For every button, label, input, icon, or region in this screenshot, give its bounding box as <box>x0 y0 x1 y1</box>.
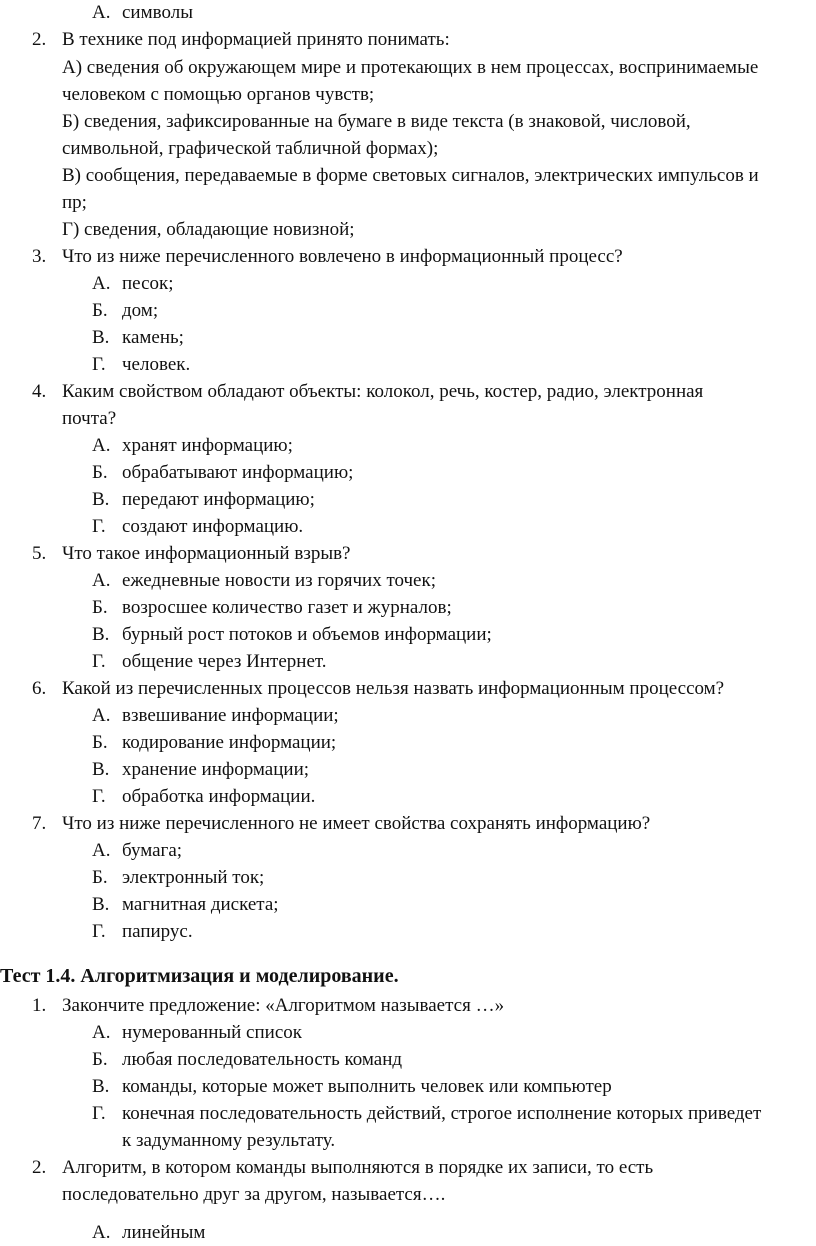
option-text: магнитная дискета; <box>122 894 279 915</box>
option-marker: Б. <box>92 300 108 321</box>
option-text: электронный ток; <box>122 867 265 888</box>
option-marker: Г. <box>92 516 106 537</box>
option-text: кодирование информации; <box>122 732 337 753</box>
option-marker: Г. <box>92 786 106 807</box>
option-marker: А. <box>92 273 111 294</box>
option-marker: А. <box>92 840 111 861</box>
option-text: бурный рост потоков и объемов информации; <box>122 624 492 645</box>
option-text: конечная последовательность действий, строгое исполнение которых приведет <box>122 1103 762 1124</box>
option-marker: Б. <box>92 1049 108 1070</box>
question-title: Что из ниже перечисленного не имеет свойства сохранять информацию? <box>62 813 651 834</box>
option-text: папирус. <box>122 921 193 942</box>
question-number: 7. <box>32 813 47 834</box>
question-number: 2. <box>32 29 47 50</box>
option-text: песок; <box>122 273 174 294</box>
question-text-line: пр; <box>62 192 87 213</box>
option-text: обрабатывают информацию; <box>122 462 354 483</box>
option-marker: Г. <box>92 651 106 672</box>
option-text: команды, которые может выполнить человек или компьютер <box>122 1076 612 1097</box>
option-text: бумага; <box>122 840 183 861</box>
option-text: хранят информацию; <box>122 435 293 456</box>
option-text: хранение информации; <box>122 759 310 780</box>
question-number: 6. <box>32 678 47 699</box>
question-title: Алгоритм, в котором команды выполняются в порядке их записи, то есть <box>62 1157 654 1178</box>
option-marker: А. <box>92 1022 111 1043</box>
option-text: дом; <box>122 300 159 321</box>
question-text-line: человеком с помощью органов чувств; <box>62 84 375 105</box>
question-title: Что такое информационный взрыв? <box>62 543 351 564</box>
question-number: 2. <box>32 1157 47 1178</box>
option-marker: В. <box>92 327 110 348</box>
option-marker: А. <box>92 705 111 726</box>
option-text: камень; <box>122 327 184 348</box>
question-number: 4. <box>32 381 47 402</box>
question-text-line: символьной, графической табличной формах); <box>62 138 439 159</box>
question-title: В технике под информацией принято понимать: <box>62 29 450 50</box>
option-marker: Г. <box>92 921 106 942</box>
option-text: любая последовательность команд <box>122 1049 403 1070</box>
question-text-line: Б) сведения, зафиксированные на бумаге в виде текста (в знаковой, числовой, <box>62 111 691 132</box>
question-title: Какой из перечисленных процессов нельзя назвать информационным процессом? <box>62 678 725 699</box>
question-title: почта? <box>62 408 117 429</box>
option-text: обработка информации. <box>122 786 316 807</box>
option-marker: А. <box>92 435 111 456</box>
option-marker: В. <box>92 489 110 510</box>
option-marker: В. <box>92 624 110 645</box>
option-marker: Г. <box>92 1103 106 1124</box>
option-marker: Г. <box>92 354 106 375</box>
question-number: 1. <box>32 995 47 1016</box>
option-text: ежедневные новости из горячих точек; <box>122 570 437 591</box>
option-marker: Б. <box>92 597 108 618</box>
option-marker: Б. <box>92 462 108 483</box>
option-marker: А. <box>92 1222 111 1243</box>
option-text: создают информацию. <box>122 516 304 537</box>
option-text: общение через Интернет. <box>122 651 327 672</box>
question-text-line: В) сообщения, передаваемые в форме световых сигналов, электрических импульсов и <box>62 165 759 186</box>
option-text: человек. <box>122 354 191 375</box>
question-title: Закончите предложение: «Алгоритмом называется …» <box>62 995 505 1016</box>
option-text: нумерованный список <box>122 1022 302 1043</box>
option-marker: Б. <box>92 867 108 888</box>
option-marker: Б. <box>92 732 108 753</box>
question-number: 3. <box>32 246 47 267</box>
option-marker: В. <box>92 1076 110 1097</box>
question-title: последовательно друг за другом, называется…. <box>62 1184 446 1205</box>
question-title: Каким свойством обладают объекты: колокол, речь, костер, радио, электронная <box>62 381 704 402</box>
option-text: возросшее количество газет и журналов; <box>122 597 452 618</box>
option-text: линейным <box>122 1222 206 1243</box>
option-text: символы <box>122 2 193 23</box>
question-text-line: А) сведения об окружающем мире и протекающих в нем процессах, воспринимаемые <box>62 57 759 78</box>
question-text-line: Г) сведения, обладающие новизной; <box>62 219 355 240</box>
question-title: Что из ниже перечисленного вовлечено в информационный процесс? <box>62 246 623 267</box>
section-heading: Тест 1.4. Алгоритмизация и моделирование. <box>0 965 399 987</box>
option-text: передают информацию; <box>122 489 315 510</box>
option-marker: А. <box>92 570 111 591</box>
option-marker: В. <box>92 894 110 915</box>
option-text-continuation: к задуманному результату. <box>122 1130 336 1151</box>
option-marker: А. <box>92 2 111 23</box>
option-marker: В. <box>92 759 110 780</box>
option-text: взвешивание информации; <box>122 705 339 726</box>
question-number: 5. <box>32 543 47 564</box>
